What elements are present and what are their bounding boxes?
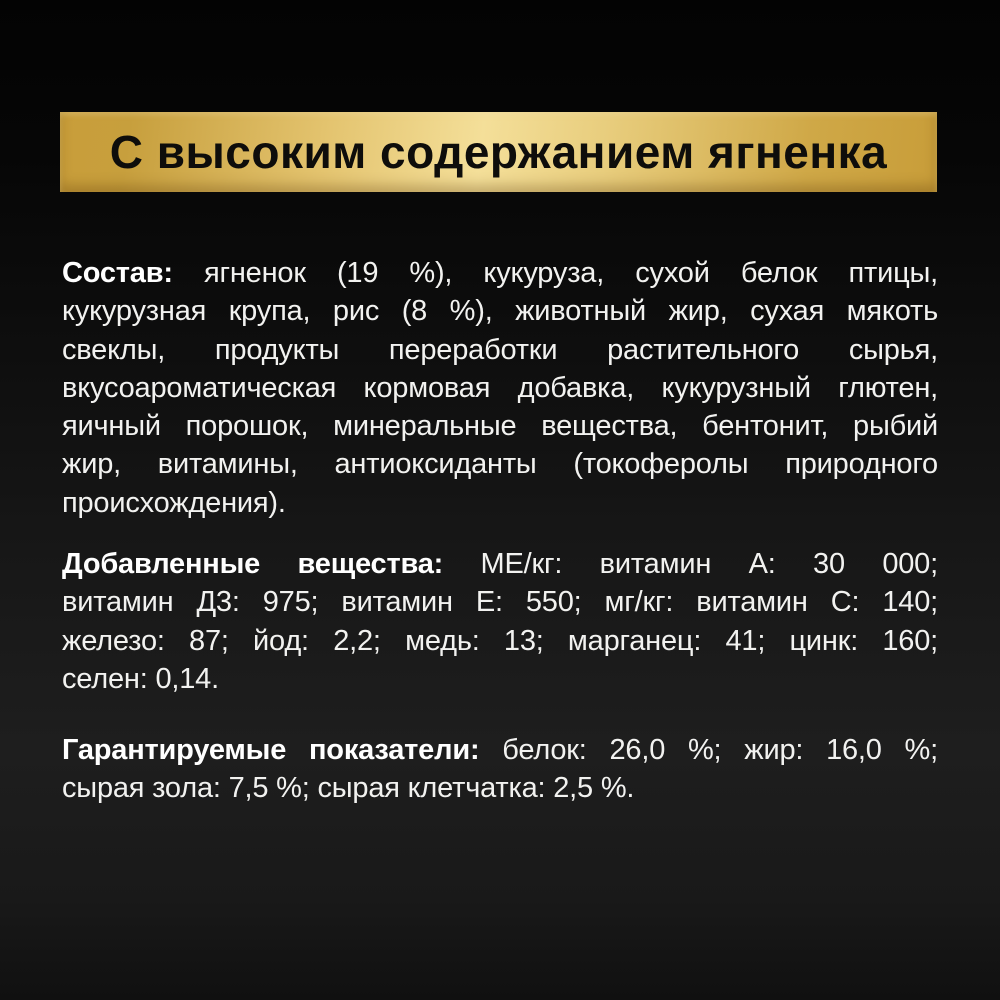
text-line: селен: 0,14. bbox=[62, 662, 219, 695]
guaranteed-first-line: белок: 26,0 %; жир: 16,0 %; bbox=[479, 734, 938, 766]
additives-first-line: МЕ/кг: витамин А: 30 000; bbox=[443, 548, 938, 580]
text-line: железо: 87; йод: 2,2; медь: 13; марганец: 41; цинк: 160; bbox=[62, 624, 938, 657]
text-line bbox=[62, 731, 938, 769]
section-additives bbox=[62, 545, 938, 698]
text-line: свеклы, продукты переработки растительного сырья, bbox=[62, 333, 938, 366]
text-line: происхождения). bbox=[62, 486, 286, 519]
text-line: сырая зола: 7,5 %; сырая клетчатка: 2,5 %. bbox=[62, 772, 635, 805]
additives-label: Добавленные вещества: bbox=[62, 548, 444, 580]
composition-first-line: ягненок (19 %), кукуруза, сухой белок птицы, bbox=[172, 257, 938, 289]
section-guaranteed bbox=[62, 731, 938, 808]
text-line: яичный порошок, минеральные вещества, бентонит, рыбий bbox=[62, 410, 938, 443]
text-line bbox=[62, 254, 938, 292]
text-line: вкусоароматическая кормовая добавка, кукурузный глютен, bbox=[62, 371, 938, 404]
banner-title: С высоким содержанием ягненка bbox=[109, 126, 888, 178]
text-line: жир, витамины, антиоксиданты (токоферолы природного bbox=[62, 448, 938, 481]
text-line: витамин Д3: 975; витамин Е: 550; мг/кг: витамин С: 140; bbox=[62, 586, 938, 619]
gold-banner bbox=[60, 112, 937, 192]
text-line: кукурузная крупа, рис (8 %), животный жир, сухая мякоть bbox=[62, 295, 938, 328]
guaranteed-label: Гарантируемые показатели: bbox=[62, 734, 480, 766]
section-composition bbox=[62, 254, 938, 522]
text-line bbox=[62, 545, 938, 583]
composition-label: Состав: bbox=[62, 257, 173, 289]
